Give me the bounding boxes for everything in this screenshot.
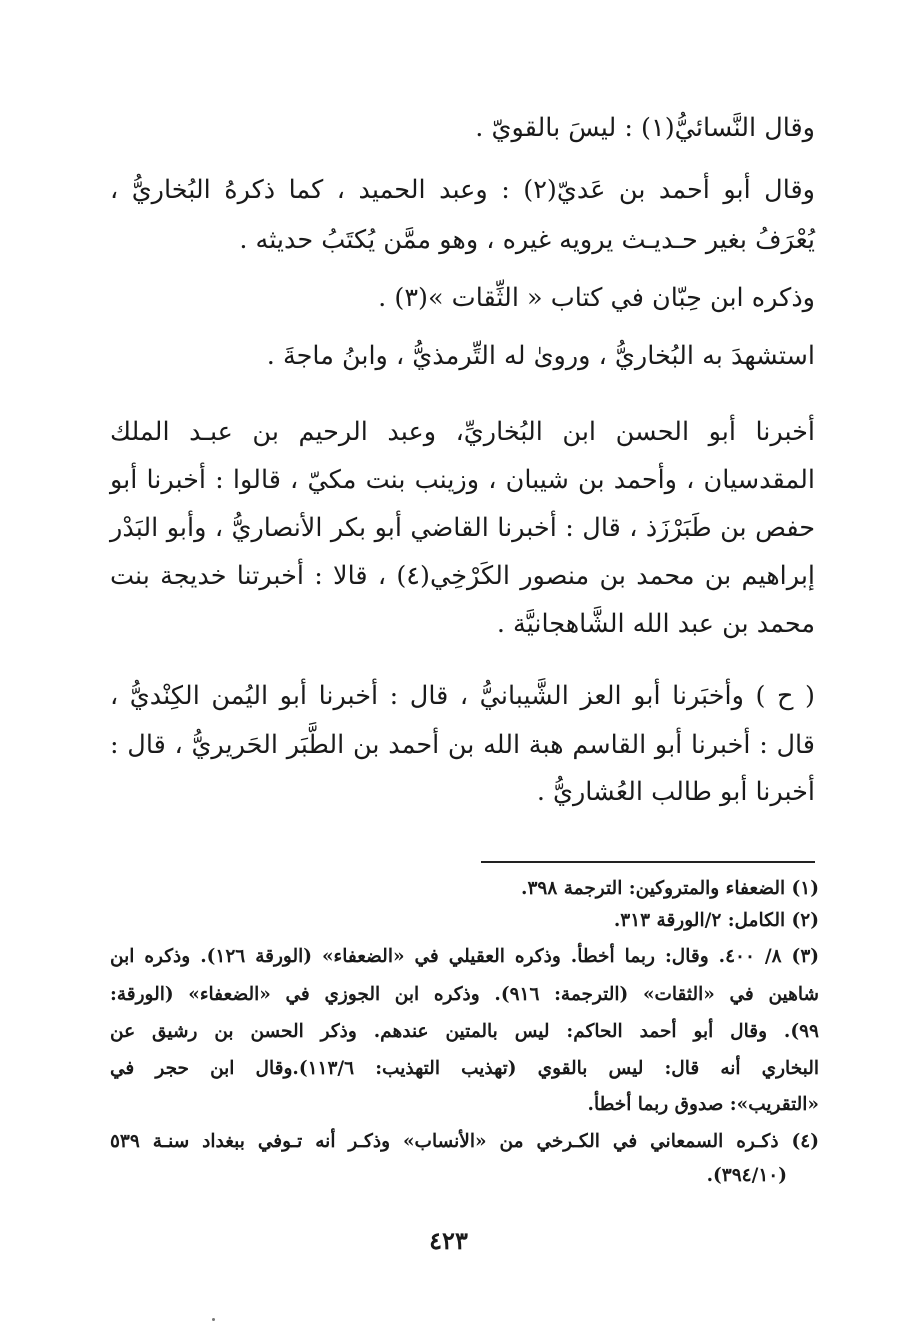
text-line: وقال أبو أحمد بن عَديّ(٢) : وعبد الحميد ، كما ذكرهُ البُخاريُّ ،	[110, 175, 815, 205]
footnote-line: البخاري أنه قال: ليس بالقوي (تهذيب التهذيب: ١١٣/٦).وقال ابن حجر في	[110, 1058, 819, 1079]
footnote-line: (٤) ذكـره السمعاني في الكـرخي من «الأنساب» وذكـر أنه تـوفي ببغداد سنـة ٥٣٩	[110, 1131, 819, 1152]
text-line: وقال النَّسائيُّ(١) : ليسَ بالقويّ .	[475, 113, 815, 143]
footnote-line: شاهين في «الثقات» (الترجمة: ٩١٦). وذكره ابن الجوزي في «الضعفاء» (الورقة:	[110, 984, 819, 1005]
page-number: ٤٢٣	[429, 1226, 468, 1255]
scan-speck	[212, 1318, 215, 1321]
footnote-separator	[481, 861, 815, 863]
footnote-line: (٢) الكامل: ٢/الورقة ٣١٣.	[613, 910, 819, 931]
footnote-line: «التقريب»: صدوق ربما أخطأ.	[587, 1094, 819, 1115]
text-line: محمد بن عبد الله الشَّاهجانيَّة .	[496, 609, 815, 639]
text-line: استشهدَ به البُخاريُّ ، وروىٰ له التِّرمذيُّ ، وابنُ ماجةَ .	[266, 341, 815, 371]
text-line: يُعْرَفُ بغير حـديـث يرويه غيره ، وهو ممَّن يُكتَبُ حديثه .	[239, 225, 815, 255]
text-line: ( ح ) وأخبَرنا أبو العز الشَّيبانيُّ ، قال : أخبرنا أبو اليُمن الكِنْديُّ ،	[110, 681, 815, 711]
text-line: المقدسيان ، وأحمد بن شيبان ، وزينب بنت مكيّ ، قالوا : أخبرنا أبو	[110, 465, 815, 495]
footnote-line: (٣) ٨/ ٤٠٠. وقال: ربما أخطأ. وذكره العقيلي في «الضعفاء» (الورقة ١٢٦). وذكره ابن	[110, 946, 820, 967]
footnote-line: (١) الضعفاء والمتروكين: الترجمة ٣٩٨.	[521, 878, 819, 899]
text-line: قال : أخبرنا أبو القاسم هبة الله بن أحمد بن الطَّبَر الحَريريُّ ، قال :	[110, 730, 815, 760]
text-line: أخبرنا أبو الحسن ابن البُخاريِّ، وعبد الرحيم بن عبـد الملك	[110, 417, 815, 447]
footnote-line: ٩٩). وقال أبو أحمد الحاكم: ليس بالمتين عندهم. وذكر الحسن بن رشيق عن	[110, 1021, 819, 1042]
text-line: وذكره ابن حِبّان في كتاب « الثِّقات »(٣) .	[378, 283, 815, 313]
text-line: أخبرنا أبو طالب العُشاريُّ .	[536, 777, 815, 807]
footnote-line: (٣٩٤/١٠).	[706, 1165, 787, 1186]
text-line: إبراهيم بن محمد بن منصور الكَرْخِي(٤) ، قالا : أخبرتنا خديجة بنت	[110, 561, 815, 591]
text-line: حفص بن طَبَرْزَذ ، قال : أخبرنا القاضي أبو بكر الأنصاريُّ ، وأبو البَدْر	[110, 513, 815, 543]
